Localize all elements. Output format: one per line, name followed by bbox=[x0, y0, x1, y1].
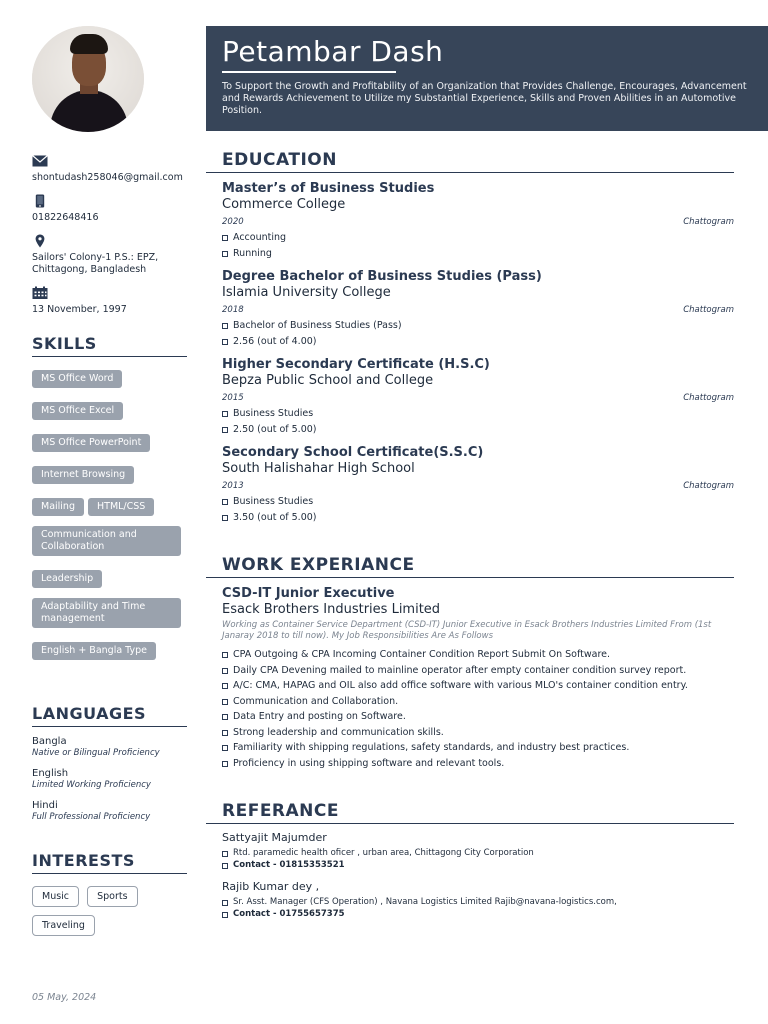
reference-detail: Sr. Asst. Manager (CFS Operation) , Navana Logistics Limited Rajib@navana-logistics.com, bbox=[222, 896, 734, 908]
language-item bbox=[32, 767, 188, 791]
skill-tags bbox=[32, 366, 188, 670]
education-meta bbox=[222, 216, 734, 228]
main-content bbox=[206, 150, 734, 936]
education-year: 2013 bbox=[222, 481, 244, 491]
degree-title: Degree Bachelor of Business Studies (Pass) bbox=[222, 269, 542, 284]
degree-title: Secondary School Certificate(S.S.C) bbox=[222, 445, 484, 460]
language-name: Bangla bbox=[32, 736, 67, 747]
education-year: 2020 bbox=[222, 217, 244, 227]
list-item: Communication and Collaboration. bbox=[222, 694, 734, 710]
reference-detail: Rtd. paramedic health oficer , urban area, Chittagong City Corporation bbox=[222, 847, 734, 859]
skills-heading: SKILLS bbox=[32, 334, 187, 357]
skill-tag: MS Office Word bbox=[32, 370, 122, 388]
list-item: Strong leadership and communication skills. bbox=[222, 725, 734, 741]
languages-heading: LANGUAGES bbox=[32, 704, 187, 727]
job-title: CSD-IT Junior Executive bbox=[222, 586, 395, 601]
list-item: Daily CPA Devening mailed to mainline operator after empty container condition survey report. bbox=[222, 663, 734, 679]
reference-details bbox=[222, 896, 734, 920]
education-heading: EDUCATION bbox=[206, 150, 734, 173]
reference-contact: Contact - 01755657375 bbox=[222, 908, 734, 920]
reference-contact: Contact - 01815353521 bbox=[222, 859, 734, 871]
calendar-icon bbox=[32, 286, 48, 300]
education-year: 2018 bbox=[222, 305, 244, 315]
language-level: Full Professional Proficiency bbox=[32, 812, 151, 822]
contact-list bbox=[32, 154, 188, 316]
profile-photo bbox=[32, 26, 144, 132]
header-banner bbox=[206, 26, 768, 131]
education-entry bbox=[206, 269, 734, 349]
interests-section bbox=[32, 851, 188, 942]
interest-tag: Traveling bbox=[32, 915, 95, 936]
work-entry bbox=[206, 586, 734, 771]
education-details bbox=[222, 406, 734, 437]
language-name: English bbox=[32, 768, 69, 779]
education-meta bbox=[222, 392, 734, 404]
list-item: A/C: CMA, HAPAG and OIL also add office software with various MLO's container condition entry. bbox=[222, 678, 734, 694]
degree-title: Higher Secondary Certificate (H.S.C) bbox=[222, 357, 490, 372]
education-details bbox=[222, 318, 734, 349]
reference-heading: REFERANCE bbox=[206, 801, 734, 824]
list-item: Accounting bbox=[222, 230, 734, 246]
work-heading: WORK EXPERIANCE bbox=[206, 555, 734, 578]
address-text: Sailors' Colony-1 P.S.: EPZ, Chittagong, Bangladesh bbox=[32, 252, 159, 275]
birthdate-text: 13 November, 1997 bbox=[32, 304, 127, 315]
language-level: Limited Working Proficiency bbox=[32, 780, 151, 790]
sidebar bbox=[32, 26, 188, 942]
name-underline bbox=[222, 71, 396, 73]
contact-email bbox=[32, 154, 188, 184]
job-responsibilities bbox=[222, 647, 734, 771]
education-meta bbox=[222, 304, 734, 316]
list-item: Data Entry and posting on Software. bbox=[222, 709, 734, 725]
skill-tag: MS Office PowerPoint bbox=[32, 434, 150, 452]
skill-tag: Leadership bbox=[32, 570, 102, 588]
list-item: Business Studies bbox=[222, 494, 734, 510]
reference-entry bbox=[206, 831, 734, 871]
language-level: Native or Bilingual Proficiency bbox=[32, 748, 160, 758]
education-entry bbox=[206, 181, 734, 261]
profile-name: Petambar Dash bbox=[222, 35, 444, 68]
contact-phone bbox=[32, 194, 188, 224]
work-section bbox=[206, 555, 734, 771]
interest-tag: Sports bbox=[87, 886, 137, 907]
job-description: Working as Container Service Department (CSD-IT) Junior Executive in Esack Brothers Industries Limited From (1st Janaray 2018 to till now). My Job Responsibilities Are As Follows bbox=[222, 620, 712, 641]
list-item: 3.50 (out of 5.00) bbox=[222, 510, 734, 526]
list-item: Running bbox=[222, 246, 734, 262]
contact-birthdate bbox=[32, 286, 188, 316]
skill-tag: English + Bangla Type bbox=[32, 642, 156, 660]
list-item: Bachelor of Business Studies (Pass) bbox=[222, 318, 734, 334]
skill-tag: Internet Browsing bbox=[32, 466, 134, 484]
education-location: Chattogram bbox=[683, 305, 734, 315]
language-name: Hindi bbox=[32, 800, 58, 811]
mobile-phone-icon bbox=[32, 194, 48, 208]
education-details bbox=[222, 230, 734, 261]
skill-tag: Communication and Collaboration bbox=[32, 526, 181, 556]
list-item: Proficiency in using shipping software and relevant tools. bbox=[222, 756, 734, 772]
skill-tag: MS Office Excel bbox=[32, 402, 123, 420]
school-name: South Halishahar High School bbox=[222, 461, 415, 476]
list-item: 2.50 (out of 5.00) bbox=[222, 422, 734, 438]
phone-number: 01822648416 bbox=[32, 212, 99, 223]
reference-name: Sattyajit Majumder bbox=[222, 831, 327, 844]
degree-title: Master’s of Business Studies bbox=[222, 181, 435, 196]
interest-tags bbox=[32, 884, 188, 942]
school-name: Commerce College bbox=[222, 197, 346, 212]
education-location: Chattogram bbox=[683, 481, 734, 491]
school-name: Islamia University College bbox=[222, 285, 391, 300]
skill-tag: HTML/CSS bbox=[88, 498, 154, 516]
interests-heading: INTERESTS bbox=[32, 851, 187, 874]
education-location: Chattogram bbox=[683, 217, 734, 227]
profile-summary: To Support the Growth and Profitability of an Organization that Provides Challenge, Encourages, Advancement and Rewards Achievement to Utilize my Substantial Experience, Skills and Proven Abilities in an Automotive Position. bbox=[222, 80, 747, 116]
school-name: Bepza Public School and College bbox=[222, 373, 434, 388]
skill-tag: Adaptability and Time management bbox=[32, 598, 181, 628]
envelope-icon bbox=[32, 154, 48, 168]
list-item: Familiarity with shipping regulations, safety standards, and industry best practices. bbox=[222, 740, 734, 756]
reference-section bbox=[206, 801, 734, 920]
list-item: Business Studies bbox=[222, 406, 734, 422]
education-entry bbox=[206, 357, 734, 437]
skills-section bbox=[32, 334, 188, 670]
document-date: 05 May, 2024 bbox=[32, 992, 97, 1003]
reference-entry bbox=[206, 880, 734, 920]
reference-details bbox=[222, 847, 734, 871]
education-meta bbox=[222, 480, 734, 492]
contact-address bbox=[32, 234, 188, 276]
interest-tag: Music bbox=[32, 886, 79, 907]
list-item: CPA Outgoing & CPA Incoming Container Condition Report Submit On Software. bbox=[222, 647, 734, 663]
list-item: 2.56 (out of 4.00) bbox=[222, 334, 734, 350]
language-item bbox=[32, 799, 188, 823]
reference-name: Rajib Kumar dey , bbox=[222, 880, 320, 893]
education-section bbox=[206, 150, 734, 525]
email-link[interactable]: shontudash258046@gmail.com bbox=[32, 172, 183, 183]
education-location: Chattogram bbox=[683, 393, 734, 403]
education-entry bbox=[206, 445, 734, 525]
education-details bbox=[222, 494, 734, 525]
education-year: 2015 bbox=[222, 393, 244, 403]
language-item bbox=[32, 735, 188, 759]
languages-section bbox=[32, 704, 188, 823]
company-name: Esack Brothers Industries Limited bbox=[222, 602, 441, 617]
map-pin-icon bbox=[32, 234, 48, 248]
skill-tag: Mailing bbox=[32, 498, 84, 516]
